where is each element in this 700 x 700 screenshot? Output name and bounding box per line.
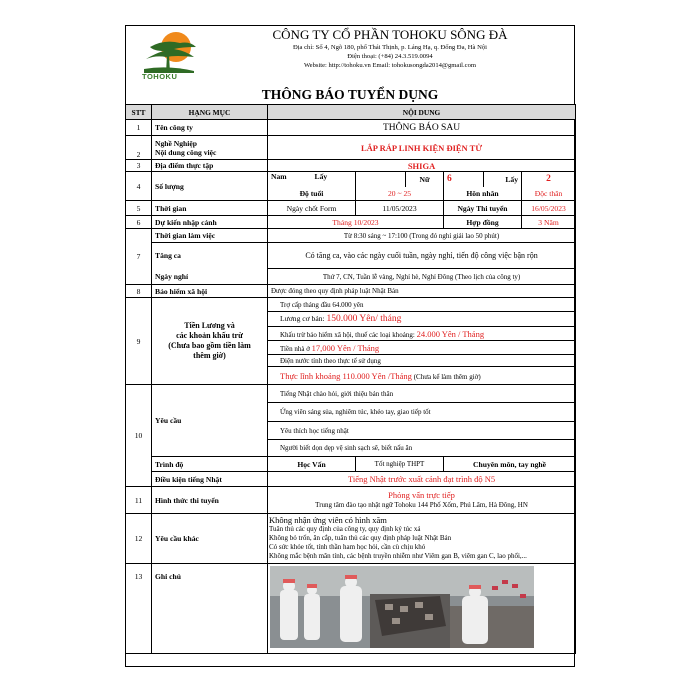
male-take-label: Lấy <box>312 172 356 187</box>
company-phone: Điện thoại: (+84) 24.3.519.0094 <box>347 53 433 60</box>
row-label: Ngày nghỉ <box>152 269 268 285</box>
female-value: 6 <box>444 172 484 187</box>
row-label: Điều kiện tiếng Nhật <box>152 472 268 487</box>
base-salary-label: Lương cơ bản: <box>280 314 327 323</box>
row-number: 12 <box>126 514 152 564</box>
row-label: Hình thức thi tuyển <box>152 487 268 514</box>
company-name: CÔNG TY CỔ PHẦN TOHOKU SÔNG ĐÀ <box>272 27 508 42</box>
row-number: 8 <box>126 285 152 298</box>
requirement-line: Ứng viên sáng sủa, nghiêm túc, khéo tay, giao tiếp tốt <box>268 403 576 422</box>
row-label: Ghi chú <box>152 564 268 654</box>
col-stt: STT <box>126 105 152 120</box>
location-value: SHIGA <box>268 160 576 172</box>
table-row <box>126 243 576 269</box>
net-salary-value: Thực lĩnh khoảng 110.000 Yên /Tháng <box>280 370 412 381</box>
other-requirement: Không nhận ứng viên có hình xăm <box>269 515 387 525</box>
table-row <box>126 201 576 216</box>
row-number: 10 <box>126 385 152 487</box>
company-value: THÔNG BÁO SAU <box>268 120 576 136</box>
male-label: Nam <box>268 172 312 187</box>
row-label: Dự kiến nhập cảnh <box>152 216 268 229</box>
table-row <box>126 136 576 160</box>
row-number: 9 <box>126 298 152 385</box>
row-number: 1 <box>126 120 152 136</box>
job-notice-sheet <box>125 25 575 667</box>
female-take-label: Lấy <box>484 172 522 187</box>
table-row <box>126 216 576 229</box>
row-label: Thời gian <box>152 201 268 216</box>
requirement-line: Yêu thích học tiếng nhật <box>268 422 576 440</box>
allowance-line: Trợ cấp tháng đầu 64.000 yên <box>268 298 576 312</box>
education-label: Học Vấn <box>268 457 356 472</box>
form-close-label: Ngày chốt Form <box>268 201 356 216</box>
deduction-value: 24.000 Yên / Tháng <box>416 328 485 339</box>
table-row <box>126 457 576 472</box>
factory-workers-photo <box>270 566 534 648</box>
company-web: Website: http://tohoku.vn Email: tohokusongda2014@gmail.com <box>303 62 477 69</box>
row-number: 7 <box>126 229 152 285</box>
other-requirement: Có sức khỏe tốt, tính thần ham học hỏi, cần cù chịu khó <box>269 543 426 551</box>
job-details-table <box>125 104 576 654</box>
housing-value: 17,000 Yên / Tháng <box>311 342 380 353</box>
table-row <box>126 487 576 514</box>
other-requirement: Không mắc bệnh mãn tính, các bệnh truyền nhiễm như Viêm gan B, viêm gan C, lao phổi,... <box>269 552 527 560</box>
table-row <box>126 298 576 312</box>
table-row <box>126 564 576 654</box>
job-value: LẮP RÁP LINH KIỆN ĐIỆN TỬ <box>268 136 576 160</box>
insurance-value: Được đóng theo quy định pháp luật Nhật Bản <box>268 285 576 298</box>
marriage-label: Hôn nhân <box>444 187 522 201</box>
row-number: 13 <box>126 564 152 654</box>
row-label: Tên công ty <box>152 120 268 136</box>
deduction-label: Khấu trừ bảo hiểm xã hội, thuế các loại khoảng: <box>280 330 417 339</box>
female-label: Nữ <box>406 172 444 187</box>
row-label: Nội dung công việc <box>155 147 217 157</box>
row-label: Nghề Nghiệp <box>155 138 197 148</box>
table-row <box>126 120 576 136</box>
exam-location-value: Trung tâm đào tạo nhật ngữ Tohoku 144 Phố Xốm, Phú Lãm, Hà Đông, HN <box>315 501 528 509</box>
table-row <box>126 385 576 403</box>
age-value: 20 ~ 25 <box>356 187 444 201</box>
age-label: Độ tuổi <box>268 187 356 201</box>
requirement-line: Người biết dọn dẹp vệ sinh sạch sẽ, biết nấu ăn <box>268 440 576 457</box>
row-label: Bảo hiểm xã hội <box>152 285 268 298</box>
entry-value: Tháng 10/2023 <box>268 216 444 229</box>
row-label: Tăng ca <box>152 243 268 269</box>
housing-label: Tiền nhà ở <box>280 344 312 353</box>
table-row <box>126 172 576 187</box>
row-number: 6 <box>126 216 152 229</box>
contract-value: 3 Năm <box>522 216 576 229</box>
col-item: HẠNG MỤC <box>152 105 268 120</box>
table-row <box>126 472 576 487</box>
female-take-value: 2 <box>522 172 576 187</box>
education-value: Tốt nghiệp THPT <box>356 457 444 472</box>
dayoff-value: Thứ 7, CN, Tuần lễ vàng, Nghỉ hè, Nghỉ Đông (Theo lịch của công ty) <box>268 269 576 285</box>
japanese-value: Tiếng Nhật trước xuất cảnh đạt trình độ N5 <box>268 472 576 487</box>
row-label: Yêu cầu <box>152 385 268 457</box>
row-number: 11 <box>126 487 152 514</box>
marriage-value: Độc thân <box>522 187 576 201</box>
exam-method-value: Phỏng vấn trực tiếp <box>388 490 455 500</box>
salary-label: các khoản khấu trừ <box>176 331 243 340</box>
logo-text: TOHOKU <box>142 72 178 81</box>
other-requirement: Tuân thủ các quy định của công ty, quy định ký túc xá <box>269 525 421 533</box>
table-row <box>126 285 576 298</box>
company-address: Địa chỉ: Số 4, Ngõ 180, phố Thái Thịnh, p. Láng Hạ, q. Đống Đa, Hà Nội <box>292 44 488 51</box>
base-salary-value: 150.000 Yên/ tháng <box>326 314 402 324</box>
utilities-line: Điện nước tính theo thực tế sử dụng <box>268 355 576 367</box>
exam-date-value: 16/05/2023 <box>522 201 576 216</box>
row-number: 3 <box>126 160 152 172</box>
form-close-value: 11/05/2023 <box>356 201 444 216</box>
table-row <box>126 160 576 172</box>
table-row <box>126 269 576 285</box>
row-number: 2 <box>126 136 152 160</box>
row-label: Thời gian làm việc <box>152 229 268 243</box>
salary-label: (Chưa bao gồm tiền làm <box>168 341 251 350</box>
salary-label: thêm giờ) <box>193 351 226 360</box>
table-row <box>126 514 576 564</box>
notice-title: THÔNG BÁO TUYỂN DỤNG <box>261 87 439 102</box>
contract-label: Hợp đồng <box>444 216 522 229</box>
table-row <box>126 229 576 243</box>
row-label: Địa điểm thực tập <box>152 160 268 172</box>
row-label: Trình độ <box>152 457 268 472</box>
row-label: Số lượng <box>152 172 268 201</box>
other-requirement: Không bỏ trốn, ăn cắp, tuân thủ các quy định pháp luật Nhật Bản <box>269 534 452 542</box>
row-label: Yêu cầu khác <box>152 514 268 564</box>
skill-label: Chuyên môn, tay nghề <box>444 457 576 472</box>
requirement-line: Tiếng Nhật chào hỏi, giới thiệu bản thân <box>268 385 576 403</box>
net-salary-note: (Chưa kể làm thêm giờ) <box>411 372 481 381</box>
row-number: 4 <box>126 172 152 201</box>
col-content: NỘI DUNG <box>268 105 576 120</box>
salary-label: Tiền Lương và <box>184 321 235 330</box>
exam-date-label: Ngày Thi tuyển <box>444 201 522 216</box>
worktime-value: Từ 8:30 sáng ~ 17:100 (Trong đó nghỉ giải lao 50 phút) <box>268 229 576 243</box>
company-header <box>126 26 574 86</box>
row-number: 5 <box>126 201 152 216</box>
overtime-value: Có tăng ca, vào các ngày cuối tuần, ngày nghỉ, tiến độ công việc bận rộn <box>268 243 576 269</box>
